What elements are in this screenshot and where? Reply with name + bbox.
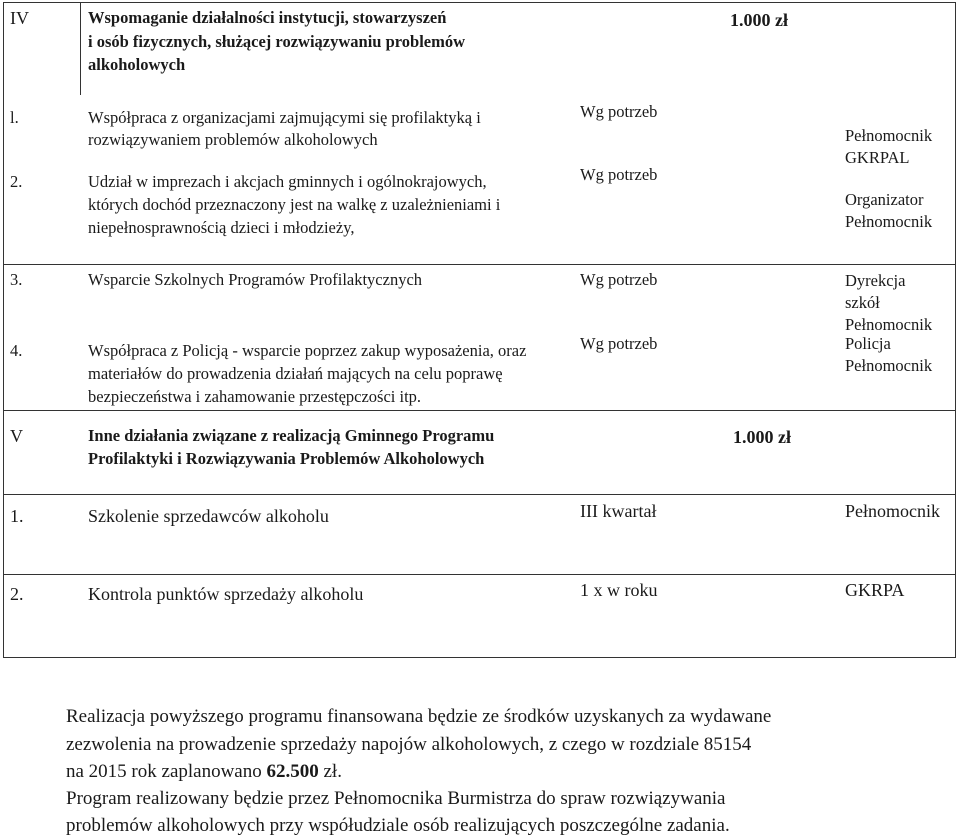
row-separator <box>3 410 956 411</box>
footer-line: Realizacja powyższego programu finansowana będzie ze środków uzyskanych za wydawane <box>66 706 772 727</box>
responsible-line: Pełnomocnik <box>845 212 933 231</box>
section-iv-title-line: alkoholowych <box>88 55 186 74</box>
task-term: 1 x w roku <box>580 580 658 600</box>
funding-amount: 62.500 <box>266 761 319 782</box>
task-description-line: rozwiązywaniem problemów alkoholowych <box>88 130 378 149</box>
row-separator <box>3 574 956 575</box>
section-v-roman: V <box>10 426 23 446</box>
responsible-line: Dyrekcja <box>845 271 906 290</box>
task-term: Wg potrzeb <box>580 270 658 289</box>
row-number: 2. <box>10 172 23 191</box>
section-iv-amount: 1.000 zł <box>730 10 788 30</box>
task-description-line: Współpraca z Policją - wsparcie poprzez zakup wyposażenia, oraz <box>88 341 527 360</box>
row-number: 2. <box>10 584 24 604</box>
footer-line: zezwolenia na prowadzenie sprzedaży napojów alkoholowych, z czego w rozdziale 85154 <box>66 734 752 755</box>
column-separator <box>80 2 81 95</box>
section-v-title-line: Inne działania związane z realizacją Gminnego Programu <box>88 426 495 445</box>
footer-line: Program realizowany będzie przez Pełnomocnika Burmistrza do spraw rozwiązywania <box>66 788 726 809</box>
responsible-line: Pełnomocnik <box>845 126 933 145</box>
responsible-line: Policja <box>845 334 891 353</box>
task-description: Wsparcie Szkolnych Programów Profilaktycznych <box>88 270 423 289</box>
task-description: Szkolenie sprzedawców alkoholu <box>88 506 329 526</box>
responsible: GKRPA <box>845 580 905 600</box>
section-iv-roman: IV <box>10 8 29 28</box>
task-term: Wg potrzeb <box>580 334 658 353</box>
responsible-line: Pełnomocnik <box>845 315 933 334</box>
responsible: Pełnomocnik <box>845 501 940 521</box>
task-term: Wg potrzeb <box>580 102 658 121</box>
footer-line <box>66 759 342 785</box>
row-separator <box>3 494 956 495</box>
row-number: 3. <box>10 270 23 289</box>
footer-line: problemów alkoholowych przy współudziale osób realizujących poszczególne zadania. <box>66 815 730 836</box>
task-description-line: których dochód przeznaczony jest na walkę z uzależnieniami i <box>88 195 501 214</box>
task-description-line: niepełnosprawnością dzieci i młodzieży, <box>88 218 355 237</box>
section-v-amount: 1.000 zł <box>733 427 791 447</box>
responsible-line: Organizator <box>845 190 924 209</box>
row-number: l. <box>10 108 19 127</box>
section-v-title-line: Profilaktyki i Rozwiązywania Problemów Alkoholowych <box>88 449 485 468</box>
task-term: Wg potrzeb <box>580 165 658 184</box>
responsible-line: Pełnomocnik <box>845 356 933 375</box>
task-description-line: Współpraca z organizacjami zajmującymi się profilaktyką i <box>88 108 481 127</box>
table-top-border <box>3 2 956 3</box>
section-iv-title-line: i osób fizycznych, służącej rozwiązywaniu problemów <box>88 32 466 51</box>
table-bottom-border <box>3 657 956 658</box>
footer-text: na 2015 rok zaplanowano <box>66 761 267 782</box>
table-left-border <box>3 2 4 657</box>
task-description-line: materiałów do prowadzenia działań mających na celu poprawę <box>88 364 503 383</box>
task-description: Kontrola punktów sprzedaży alkoholu <box>88 584 364 604</box>
responsible-line: szkół <box>845 293 880 312</box>
row-separator <box>3 264 956 265</box>
table-right-border <box>955 2 956 657</box>
task-description-line: Udział w imprezach i akcjach gminnych i ogólnokrajowych, <box>88 172 487 191</box>
footer-text: zł. <box>318 761 342 782</box>
task-term: III kwartał <box>580 501 657 521</box>
row-number: 1. <box>10 506 24 526</box>
section-iv-title-line: Wspomaganie działalności instytucji, stowarzyszeń <box>88 8 447 27</box>
row-number: 4. <box>10 341 23 360</box>
responsible-line: GKRPAL <box>845 148 910 167</box>
task-description-line: bezpieczeństwa i zahamowanie przestępczości itp. <box>88 387 422 406</box>
